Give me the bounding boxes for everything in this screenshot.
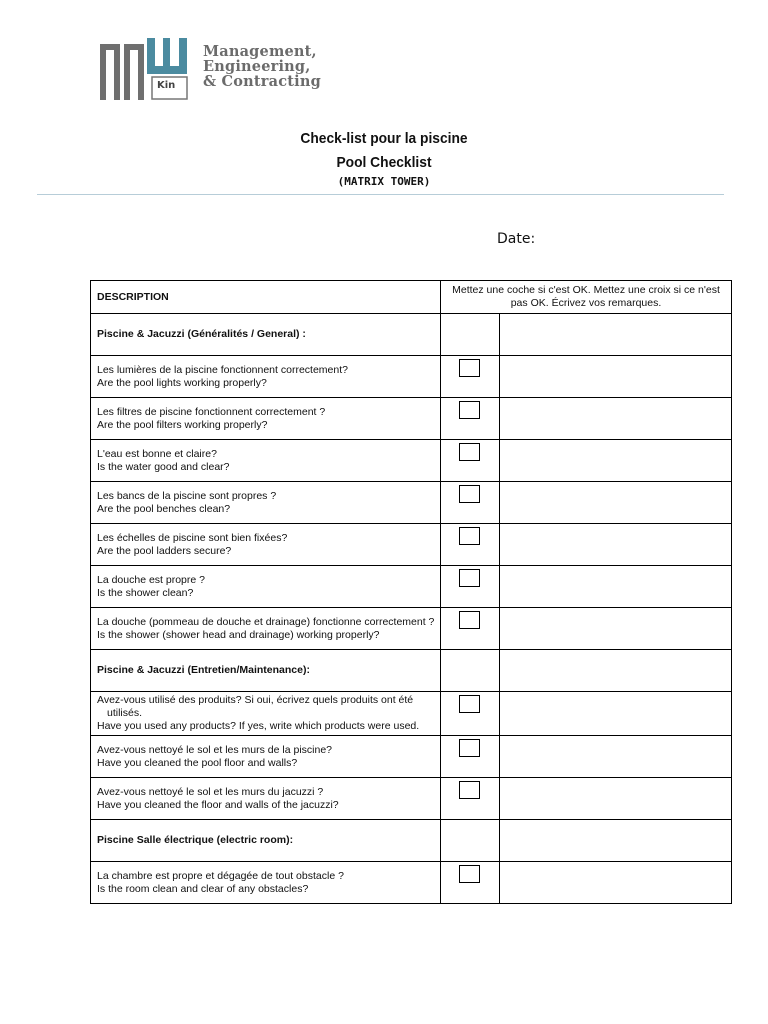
- item-description: [91, 736, 441, 778]
- table-row: [91, 482, 732, 524]
- item-text-en: Are the pool filters working properly?: [97, 418, 268, 431]
- date-label[interactable]: Date:: [497, 231, 536, 247]
- table-row: [91, 356, 732, 398]
- header-divider: [37, 194, 724, 195]
- item-text-en: Are the pool benches clean?: [97, 502, 231, 515]
- item-description: [91, 778, 441, 820]
- logo-mark-icon: [97, 36, 197, 108]
- item-text-fr: Avez-vous nettoyé le sol et les murs de la piscine?: [97, 743, 333, 756]
- check-cell: [441, 524, 500, 566]
- remarks-cell[interactable]: [500, 650, 732, 692]
- table-row: [91, 692, 732, 736]
- checkbox[interactable]: [459, 359, 480, 377]
- item-text-en: Is the shower clean?: [97, 586, 194, 599]
- item-text-en: Is the room clean and clear of any obstacles?: [97, 882, 309, 895]
- checklist-table: [90, 280, 732, 904]
- logo-kin-label: Kin: [157, 80, 176, 91]
- check-cell: [441, 778, 500, 820]
- check-cell: [441, 608, 500, 650]
- table-row: [91, 566, 732, 608]
- item-text-en: Is the shower (shower head and drainage) working properly?: [97, 628, 380, 641]
- check-cell: [441, 566, 500, 608]
- remarks-cell[interactable]: [500, 820, 732, 862]
- checkbox[interactable]: [459, 443, 480, 461]
- check-cell: [441, 820, 500, 862]
- page-title-fr: Check-list pour la piscine: [300, 130, 468, 147]
- table-row: [91, 608, 732, 650]
- item-text-fr: Les filtres de piscine fonctionnent correctement ?: [97, 405, 326, 418]
- remarks-cell[interactable]: [500, 778, 732, 820]
- table-row: [91, 524, 732, 566]
- checkbox[interactable]: [459, 611, 480, 629]
- checkbox[interactable]: [459, 865, 480, 883]
- item-description: [91, 566, 441, 608]
- page-title-en: Pool Checklist: [336, 154, 432, 171]
- check-cell: [441, 398, 500, 440]
- item-text-fr: L'eau est bonne et claire?: [97, 447, 217, 460]
- remarks-cell[interactable]: [500, 608, 732, 650]
- check-cell: [441, 356, 500, 398]
- checkbox[interactable]: [459, 739, 480, 757]
- table-row: [91, 778, 732, 820]
- item-text-fr: Avez-vous nettoyé le sol et les murs du jacuzzi ?: [97, 785, 324, 798]
- item-description: [91, 862, 441, 904]
- item-description: [91, 524, 441, 566]
- checkbox[interactable]: [459, 695, 480, 713]
- item-text-fr: Avez-vous utilisé des produits? Si oui, écrivez quels produits ont été: [97, 694, 414, 706]
- item-text-fr: La douche (pommeau de douche et drainage) fonctionne correctement ?: [97, 615, 435, 628]
- check-cell: [441, 692, 500, 736]
- column-header-description: DESCRIPTION: [91, 281, 441, 314]
- item-text-en: Have you cleaned the pool floor and walls?: [97, 756, 298, 769]
- check-cell: [441, 314, 500, 356]
- item-description: [91, 482, 441, 524]
- check-cell: [441, 736, 500, 778]
- item-text-en: Are the pool ladders secure?: [97, 544, 232, 557]
- item-description: [91, 398, 441, 440]
- table-row: [91, 440, 732, 482]
- remarks-cell[interactable]: [500, 566, 732, 608]
- checkbox[interactable]: [459, 401, 480, 419]
- section-row: [91, 820, 732, 862]
- table-row: [91, 862, 732, 904]
- checkbox[interactable]: [459, 527, 480, 545]
- item-text-fr: Les bancs de la piscine sont propres ?: [97, 489, 277, 502]
- table-row: [91, 398, 732, 440]
- table-row: [91, 736, 732, 778]
- remarks-cell[interactable]: [500, 736, 732, 778]
- section-label: Piscine & Jacuzzi (Entretien/Maintenance):: [91, 650, 441, 692]
- remarks-cell[interactable]: [500, 524, 732, 566]
- item-text-fr: La douche est propre ?: [97, 573, 205, 586]
- section-label: Piscine Salle électrique (electric room):: [91, 820, 441, 862]
- section-label: Piscine & Jacuzzi (Généralités / General) :: [91, 314, 441, 356]
- item-description: [91, 440, 441, 482]
- item-description: [91, 692, 441, 736]
- check-cell: [441, 440, 500, 482]
- item-text-en: Are the pool lights working properly?: [97, 376, 267, 389]
- checkbox[interactable]: [459, 781, 480, 799]
- table-header-row: [91, 281, 732, 314]
- item-text-en: Have you cleaned the floor and walls of the jacuzzi?: [97, 798, 339, 811]
- item-text-fr: Les lumières de la piscine fonctionnent correctement?: [97, 363, 348, 376]
- check-cell: [441, 482, 500, 524]
- section-row: [91, 314, 732, 356]
- company-logo: [97, 36, 342, 108]
- check-cell: [441, 862, 500, 904]
- column-header-instructions: Mettez une coche si c'est OK. Mettez une croix si ce n'est pas OK. Écrivez vos remarques.: [441, 281, 732, 314]
- remarks-cell[interactable]: [500, 862, 732, 904]
- item-description: [91, 356, 441, 398]
- remarks-cell[interactable]: [500, 398, 732, 440]
- remarks-cell[interactable]: [500, 692, 732, 736]
- item-text-fr: La chambre est propre et dégagée de tout obstacle ?: [97, 869, 344, 882]
- logo-company-name: Management, Engineering, & Contracting: [203, 43, 321, 90]
- item-text-fr-cont: utilisés.: [107, 707, 143, 719]
- remarks-cell[interactable]: [500, 356, 732, 398]
- check-cell: [441, 650, 500, 692]
- remarks-cell[interactable]: [500, 314, 732, 356]
- item-text-fr: Les échelles de piscine sont bien fixées?: [97, 531, 288, 544]
- remarks-cell[interactable]: [500, 440, 732, 482]
- item-text-en: Is the water good and clear?: [97, 460, 230, 473]
- checkbox[interactable]: [459, 485, 480, 503]
- remarks-cell[interactable]: [500, 482, 732, 524]
- item-text-en: Have you used any products? If yes, write which products were used.: [97, 720, 420, 732]
- item-description: [91, 608, 441, 650]
- checkbox[interactable]: [459, 569, 480, 587]
- page-subtitle: (MATRIX TOWER): [337, 175, 431, 188]
- section-row: [91, 650, 732, 692]
